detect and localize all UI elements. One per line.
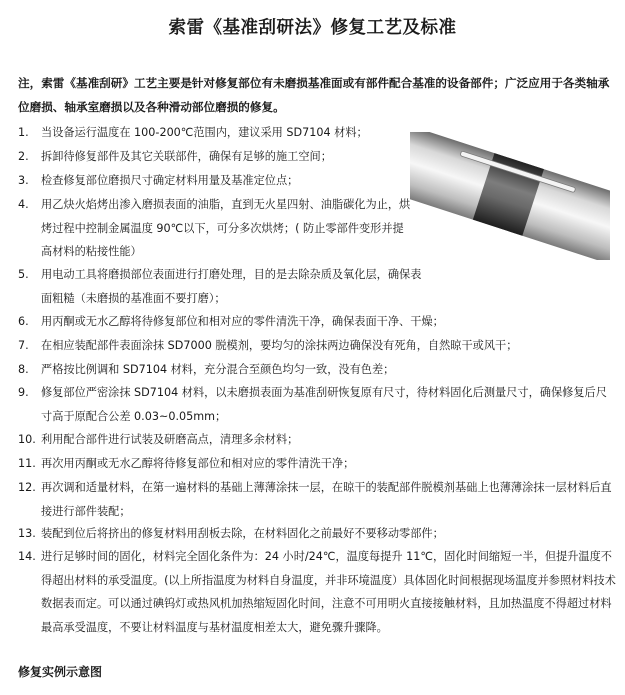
step-number: 14. [18,550,36,563]
step-number: 8. [18,363,29,376]
step-text: 利用配合部件进行试装及研磨高点，清理多余材料； [41,433,299,446]
step-number: 6. [18,315,29,328]
step-number: 2. [18,150,29,163]
step-text: 严格按比例调和 SD7104 材料，充分混合至颜色均匀一致，没有色差； [41,363,395,376]
step-text: 在相应装配部件表面涂抹 SD7000 脱模剂，要均匀的涂抹两边确保没有死角，自然晾干或风干； [41,339,518,352]
step-text: 当设备运行温度在 100-200℃范围内，建议采用 SD7104 材料； [41,126,368,139]
step-number: 5. [18,268,29,281]
step-text: 用电动工具将磨损部位表面进行打磨处理，目的是去除杂质及氧化层，确保表面粗糙（未磨损的基准面不要打磨）； [41,268,422,305]
step-text: 检查修复部位磨损尺寸确定材料用量及基准定位点； [41,174,299,187]
step-text: 再次用丙酮或无水乙醇将待修复部位和相对应的零件清洗干净； [41,457,355,470]
step-number: 4. [18,198,29,211]
step-text: 拆卸待修复部件及其它关联部件，确保有足够的施工空间； [41,150,332,163]
step-number: 11. [18,457,36,470]
step-text: 再次调和适量材料，在第一遍材料的基础上薄薄涂抹一层，在晾干的装配部件脱模剂基础上也薄薄涂抹一层材料后直接进行部件装配； [41,481,612,518]
intro-paragraph: 注，索雷《基准刮研》工艺主要是针对修复部位有未磨损基准面或有部件配合基准的设备部件；广泛应用于各类轴承位磨损、轴承室磨损以及各种滑动部位磨损的修复。 [18,76,610,114]
page-title: 索雷《基准刮研法》修复工艺及标准 [168,18,457,38]
step-number: 3. [18,174,29,187]
step-text: 用乙炔火焰烤出渗入磨损表面的油脂，直到无火星四射、油脂碳化为止，烘烤过程中控制金属温度 90℃以下，可分多次烘烤；( 防止零部件变形并提高材料的粘接性能） [41,198,411,258]
footer-caption: 修复实例示意图 [18,665,103,679]
step-text: 进行足够时间的固化，材料完全固化条件为：24 小时/24℃，温度每提升 11℃，固化时间缩短一半，但提升温度不得超出材料的承受温度。(以上所指温度为材料自身温度，并非环境温度）具体固化时间根据现场温度并参照材料技术数据表而定。可以通过碘钨灯或热风机加热缩短固化时间，注意不可用明火直接接触材料，且加热温度不得超过材料最高承受温度，不要让材料温度与基材温度相差太大，避免骤升骤降。 [41,550,616,634]
step-number: 9. [18,386,29,399]
step-number: 10. [18,433,36,446]
step-text: 用丙酮或无水乙醇将待修复部位和相对应的零件清洗干净，确保表面干净、干燥； [41,315,444,328]
step-text: 修复部位严密涂抹 SD7104 材料，以未磨损表面为基准刮研恢复原有尺寸，待材料固化后测量尺寸，确保修复后尺寸高于原配合公差 0.03~0.05mm； [41,386,607,423]
step-number: 1. [18,126,29,139]
step-number: 7. [18,339,29,352]
step-text: 装配到位后将挤出的修复材料用刮板去除，在材料固化之前最好不要移动零部件； [41,527,444,540]
step-number: 13. [18,527,36,540]
shaft-repair-illustration-icon [410,132,610,260]
step-number: 12. [18,481,36,494]
